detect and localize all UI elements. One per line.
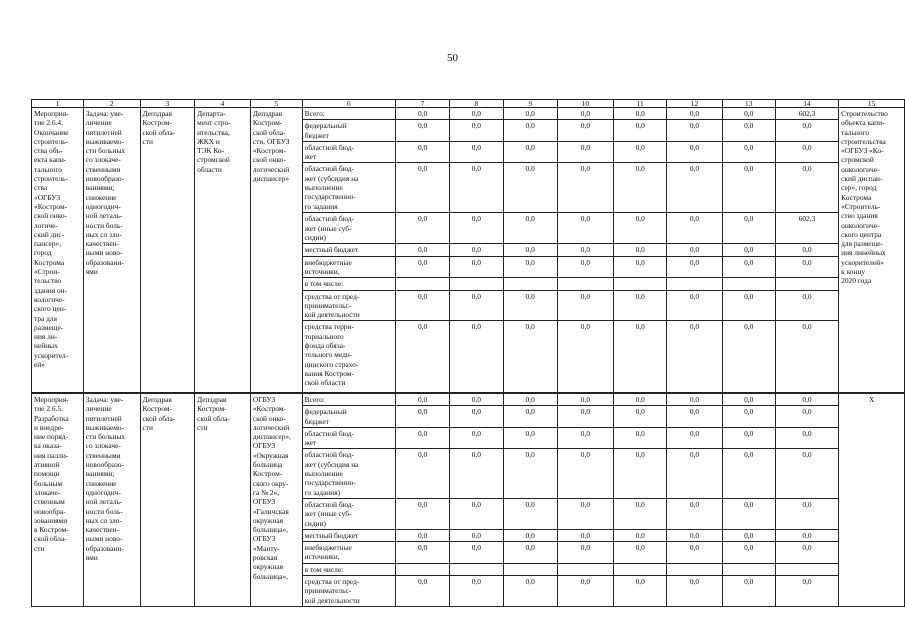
amount-cell: 0,0 (722, 120, 775, 142)
amount-cell: 0,0 (450, 163, 503, 213)
amount-cell: 0,0 (395, 542, 449, 564)
header-cell: 4 (195, 100, 251, 108)
amount-cell: 0,0 (667, 256, 722, 278)
funding-source-cell: Всего: (302, 393, 395, 406)
header-cell: 3 (140, 100, 195, 108)
amount-cell: 0,0 (503, 244, 557, 256)
amount-cell: 0,0 (614, 163, 667, 213)
amount-cell: 0,0 (395, 321, 449, 393)
funding-source-cell: средства терри- ториального фонда обяза- тельного меди- цинского страхо- вания Костром- ской области (302, 321, 395, 393)
header-cell: 14 (775, 100, 838, 108)
amount-cell: 0,0 (614, 449, 667, 498)
amount-cell: 0,0 (722, 576, 775, 607)
amount-cell: 0,0 (450, 542, 503, 564)
funding-source-cell: областной бюд- жет (субсидия на выполнение государственно- го задания) (302, 449, 395, 498)
funding-source-cell: внебюджетные источники, (302, 542, 395, 564)
funding-source-cell: областной бюд- жет (302, 141, 395, 163)
amount-cell: 0,0 (557, 449, 613, 498)
amount-cell: 0,0 (395, 163, 449, 213)
amount-cell: 0,0 (395, 213, 449, 244)
funding-source-cell: федеральный бюджет (302, 120, 395, 142)
participants-cell: ОГБУЗ «Костром- ской онко- логический диспансер», ОГБУЗ «Окружная больница Костром- ского окру- га № 2», ОГБУЗ «Галичская окружная больница», ОГБУЗ «Манту- ровская окружная больница», (250, 393, 302, 606)
header-cell: 2 (83, 100, 140, 108)
amount-cell: 0,0 (557, 529, 613, 541)
amount-cell: 0,0 (775, 393, 838, 406)
amount-cell: 0,0 (450, 393, 503, 406)
header-cell: 5 (250, 100, 302, 108)
amount-cell: 0,0 (775, 427, 838, 449)
amount-cell: 0,0 (614, 141, 667, 163)
amount-cell: 0,0 (722, 108, 775, 120)
amount-cell: 0,0 (775, 290, 838, 321)
amount-cell: 0,0 (667, 406, 722, 428)
amount-cell: 0,0 (450, 256, 503, 278)
amount-cell: 0,0 (614, 393, 667, 406)
amount-cell: 0,0 (722, 321, 775, 393)
amount-cell: 0,0 (775, 498, 838, 529)
program-activities-table (31, 99, 905, 607)
funding-source-cell: средства от пред- принимательс- кой деятельности (302, 290, 395, 321)
amount-cell: 0,0 (557, 321, 613, 393)
header-cell: 8 (450, 100, 503, 108)
amount-cell: 0,0 (614, 213, 667, 244)
amount-cell: 0,0 (667, 498, 722, 529)
amount-cell: 0,0 (395, 120, 449, 142)
amount-cell (557, 563, 613, 575)
amount-cell: 0,0 (557, 406, 613, 428)
amount-cell: 0,0 (614, 321, 667, 393)
amount-cell: 0,0 (614, 120, 667, 142)
amount-cell: 0,0 (614, 290, 667, 321)
amount-cell: 0,0 (722, 163, 775, 213)
funding-source-cell: федеральный бюджет (302, 406, 395, 428)
amount-cell: 0,0 (722, 427, 775, 449)
header-cell: 6 (302, 100, 395, 108)
amount-cell: 0,0 (450, 529, 503, 541)
participants-cell: Депздрав Костром- ской обла- сти, ОГБУЗ «Костром- ской онко- логический диспансер» (250, 108, 302, 393)
amount-cell: 0,0 (667, 141, 722, 163)
amount-cell: 0,0 (503, 256, 557, 278)
amount-cell: 0,0 (667, 542, 722, 564)
amount-cell: 0,0 (667, 244, 722, 256)
amount-cell: 0,0 (450, 576, 503, 607)
amount-cell: 0,0 (722, 449, 775, 498)
amount-cell: 0,0 (503, 449, 557, 498)
amount-cell: 0,0 (667, 576, 722, 607)
amount-cell: 0,0 (503, 529, 557, 541)
funding-source-cell: областной бюд- жет (иные суб- сидии) (302, 498, 395, 529)
amount-cell: 0,0 (395, 290, 449, 321)
header-cell: 10 (557, 100, 613, 108)
amount-cell: 0,0 (614, 498, 667, 529)
funding-source-cell: областной бюд- жет (иные суб- сидии) (302, 213, 395, 244)
amount-cell: 0,0 (614, 427, 667, 449)
customer-cell: Депздрав Костром- ской обла- сти (140, 108, 195, 393)
amount-cell (450, 563, 503, 575)
amount-cell: 0,0 (667, 427, 722, 449)
amount-cell: 0,0 (557, 542, 613, 564)
amount-cell: 0,0 (614, 576, 667, 607)
amount-cell: 0,0 (450, 108, 503, 120)
amount-cell: 0,0 (775, 542, 838, 564)
amount-cell: 0,0 (557, 576, 613, 607)
amount-cell: 0,0 (450, 120, 503, 142)
header-cell: 7 (395, 100, 449, 108)
amount-cell: 0,0 (395, 406, 449, 428)
amount-cell: 0,0 (722, 213, 775, 244)
header-cell: 11 (614, 100, 667, 108)
table-row (32, 393, 905, 406)
amount-cell: 0,0 (775, 406, 838, 428)
amount-cell: 0,0 (667, 120, 722, 142)
amount-cell: 0,0 (775, 256, 838, 278)
responsible-executor-cell: Департа- мент стро- ительства, ЖКХ и ТЭК Ко- стромской области (195, 108, 251, 393)
amount-cell (775, 563, 838, 575)
amount-cell: 0,0 (557, 244, 613, 256)
amount-cell: 602,3 (775, 213, 838, 244)
amount-cell (775, 278, 838, 290)
amount-cell: 0,0 (667, 290, 722, 321)
amount-cell: 0,0 (775, 449, 838, 498)
task-cell: Задача: уве- личение пятилетней выживаемо- сти больных со злокаче- ственными новообразо- ваниями; снижение одногодич- ной леталь- ности боль- ных со зло- качествен- ными ново- образовани- ями (83, 108, 140, 393)
amount-cell: 0,0 (503, 427, 557, 449)
amount-cell: 0,0 (667, 163, 722, 213)
amount-cell: 0,0 (503, 498, 557, 529)
amount-cell: 0,0 (450, 321, 503, 393)
amount-cell: 0,0 (450, 141, 503, 163)
amount-cell (450, 278, 503, 290)
amount-cell: 0,0 (722, 406, 775, 428)
amount-cell: 0,0 (503, 542, 557, 564)
amount-cell: 0,0 (667, 108, 722, 120)
amount-cell: 0,0 (775, 141, 838, 163)
amount-cell: 0,0 (395, 108, 449, 120)
amount-cell: 0,0 (557, 120, 613, 142)
funding-source-cell: местный бюджет (302, 244, 395, 256)
amount-cell: 0,0 (775, 576, 838, 607)
amount-cell: 0,0 (395, 244, 449, 256)
amount-cell: 0,0 (395, 427, 449, 449)
amount-cell: 0,0 (614, 529, 667, 541)
amount-cell: 0,0 (395, 498, 449, 529)
amount-cell: 0,0 (667, 321, 722, 393)
header-cell: 15 (839, 100, 905, 108)
amount-cell (395, 563, 449, 575)
amount-cell: 0,0 (614, 256, 667, 278)
customer-cell: Депздрав Костром- ской обла- сти (140, 393, 195, 606)
amount-cell (614, 278, 667, 290)
amount-cell: 0,0 (503, 213, 557, 244)
header-cell: 12 (667, 100, 722, 108)
amount-cell: 0,0 (503, 120, 557, 142)
header-cell: 9 (503, 100, 557, 108)
amount-cell (722, 278, 775, 290)
amount-cell: 0,0 (450, 427, 503, 449)
amount-cell: 0,0 (395, 576, 449, 607)
amount-cell: 0,0 (503, 141, 557, 163)
amount-cell: 0,0 (557, 256, 613, 278)
funding-source-cell: местный бюджет (302, 529, 395, 541)
amount-cell: 0,0 (667, 529, 722, 541)
amount-cell (503, 278, 557, 290)
amount-cell: 0,0 (557, 108, 613, 120)
amount-cell: 0,0 (775, 321, 838, 393)
amount-cell: 0,0 (614, 108, 667, 120)
amount-cell: 0,0 (557, 141, 613, 163)
amount-cell: 0,0 (395, 141, 449, 163)
amount-cell: 0,0 (395, 529, 449, 541)
funding-source-cell: областной бюд- жет (302, 427, 395, 449)
amount-cell: 0,0 (450, 498, 503, 529)
amount-cell: 0,0 (722, 498, 775, 529)
amount-cell: 0,0 (614, 406, 667, 428)
amount-cell: 0,0 (722, 290, 775, 321)
amount-cell (722, 563, 775, 575)
amount-cell: 0,0 (450, 213, 503, 244)
amount-cell: 0,0 (557, 290, 613, 321)
page-number: 50 (447, 52, 458, 64)
amount-cell: 0,0 (557, 163, 613, 213)
header-cell: 13 (722, 100, 775, 108)
funding-source-cell: областной бюд- жет (субсидия на выполнение государственно- го задания (302, 163, 395, 213)
amount-cell: 0,0 (450, 244, 503, 256)
header-row (32, 100, 905, 108)
amount-cell: 0,0 (557, 213, 613, 244)
amount-cell: 0,0 (722, 393, 775, 406)
amount-cell: 0,0 (557, 393, 613, 406)
responsible-executor-cell: Депздрав Костром- ской обла- сти (195, 393, 251, 606)
amount-cell: 0,0 (557, 498, 613, 529)
amount-cell (667, 278, 722, 290)
amount-cell: 0,0 (722, 256, 775, 278)
amount-cell: 602,3 (775, 108, 838, 120)
amount-cell (503, 563, 557, 575)
amount-cell: 0,0 (775, 120, 838, 142)
header-cell: 1 (32, 100, 84, 108)
funding-source-cell: средства от пред- принимательс- кой деятельности (302, 576, 395, 607)
funding-source-cell: в том числе: (302, 278, 395, 290)
amount-cell: 0,0 (395, 449, 449, 498)
funding-source-cell: Всего: (302, 108, 395, 120)
amount-cell: 0,0 (450, 290, 503, 321)
amount-cell: 0,0 (557, 427, 613, 449)
amount-cell: 0,0 (667, 449, 722, 498)
amount-cell: 0,0 (503, 163, 557, 213)
amount-cell (667, 563, 722, 575)
amount-cell: 0,0 (503, 321, 557, 393)
amount-cell: 0,0 (667, 213, 722, 244)
amount-cell (614, 563, 667, 575)
amount-cell: 0,0 (503, 108, 557, 120)
amount-cell: 0,0 (722, 529, 775, 541)
amount-cell: 0,0 (395, 256, 449, 278)
task-cell: Задача: уве- личение пятилетней выживаемо- сти больных со злокаче- ственными новообразо- ваниями; снижение одногодич- ной леталь- ности боль- ных со зло- качествен- ными ново- образовани- ями (83, 393, 140, 606)
amount-cell: 0,0 (395, 393, 449, 406)
expected-result-cell: Строительство объекта капи- тального строительства «ОГБУЗ «Ко- стромской онкологиче- ский диспан- сер», город Кострома «Строитель- ство здания онкологиче- ского центра для размеще- ния линейных ускорителей» к концу 2020 года (839, 108, 905, 393)
amount-cell: 0,0 (614, 542, 667, 564)
amount-cell: 0,0 (722, 542, 775, 564)
amount-cell: 0,0 (722, 244, 775, 256)
expected-result-cell: Х (839, 393, 905, 606)
amount-cell: 0,0 (450, 406, 503, 428)
amount-cell: 0,0 (667, 393, 722, 406)
amount-cell: 0,0 (722, 141, 775, 163)
activity-name-cell: Мероприя- тие 2.6.5. Разработка и внедре- ние поряд- ка оказа- ния палли- ативной помощи больным злокаче- ственным новообра- зованиями в Костром- ской обла- сти (32, 393, 84, 606)
amount-cell: 0,0 (503, 393, 557, 406)
amount-cell: 0,0 (503, 406, 557, 428)
amount-cell: 0,0 (450, 449, 503, 498)
funding-source-cell: внебюджетные источники, (302, 256, 395, 278)
amount-cell: 0,0 (503, 290, 557, 321)
amount-cell (395, 278, 449, 290)
table-row (32, 108, 905, 120)
funding-source-cell: в том числе: (302, 563, 395, 575)
amount-cell: 0,0 (775, 529, 838, 541)
amount-cell: 0,0 (775, 163, 838, 213)
amount-cell: 0,0 (775, 244, 838, 256)
amount-cell: 0,0 (503, 576, 557, 607)
amount-cell: 0,0 (614, 244, 667, 256)
activity-name-cell: Мероприя- тие 2.6.4. Окончание строитель- ства объ- екта капи- тального строитель- ства «ОГБУЗ «Костром- ской онко- логиче- ский дис- пансер», город Кострома «Строи- тельство здания он- кологиче- ского цен- тра для размеще- ния ли- нейных ускорител- ей» (32, 108, 84, 393)
amount-cell (557, 278, 613, 290)
